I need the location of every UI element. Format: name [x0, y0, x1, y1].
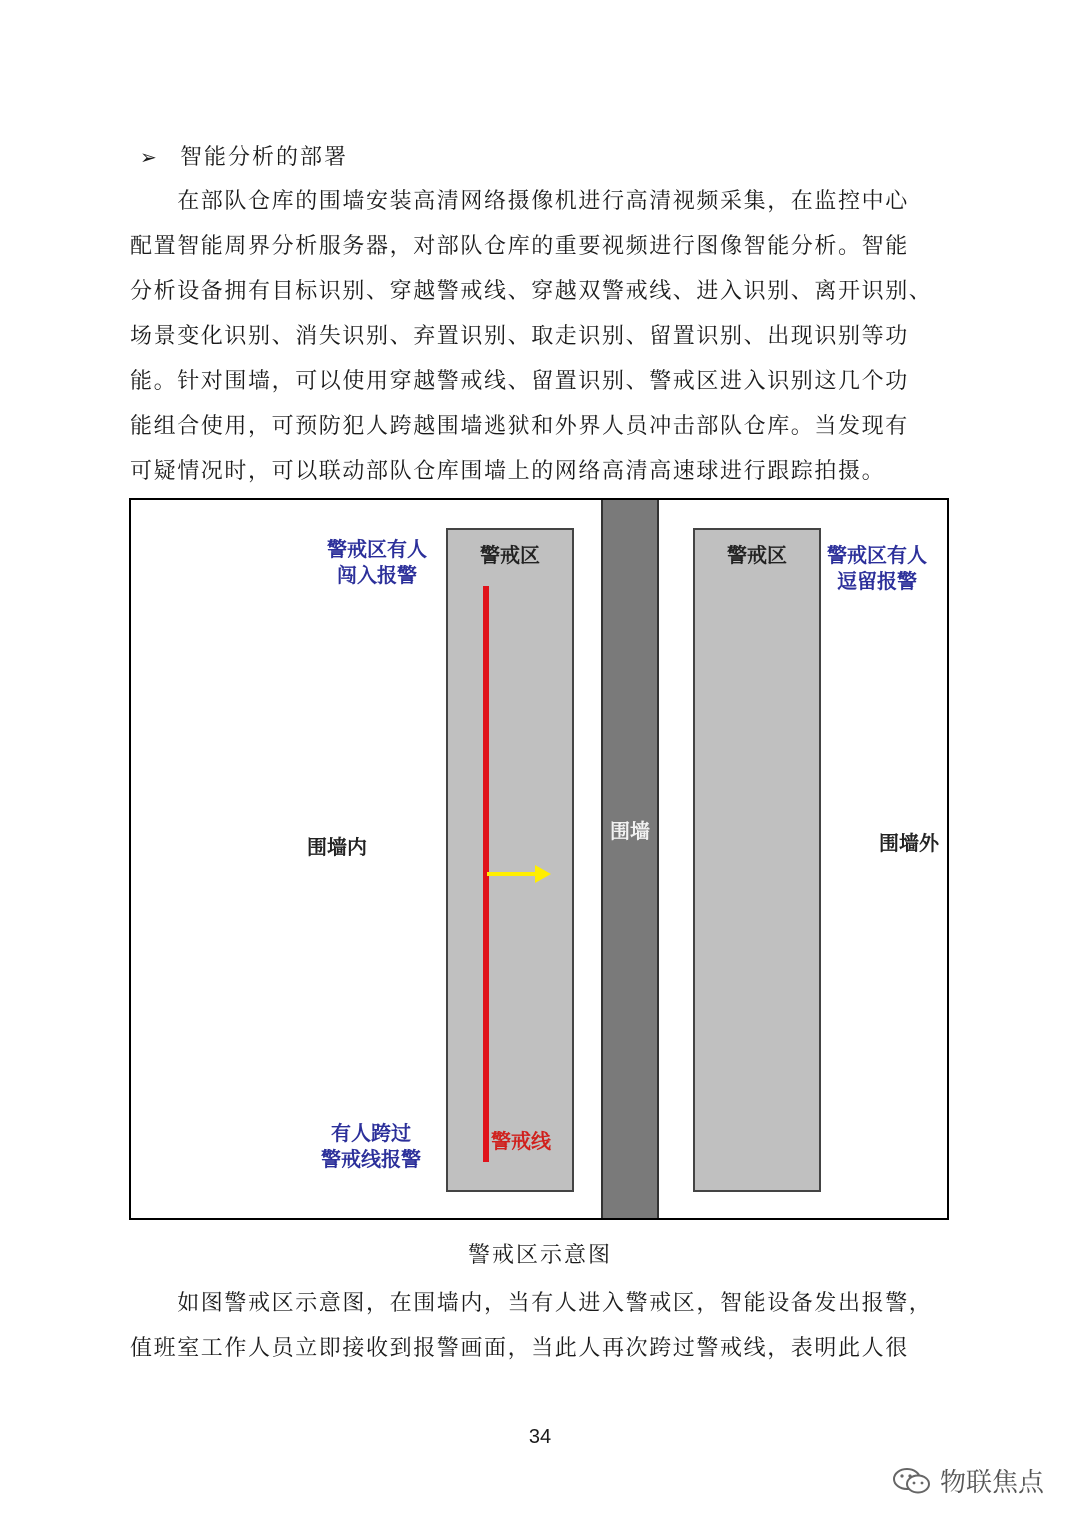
watermark-text: 物联焦点 [939, 1468, 1044, 1498]
watermark [892, 1462, 1044, 1499]
inside-wall-label: 围墙内 [307, 835, 367, 859]
arrow-bullet-icon: ➢ [140, 145, 159, 169]
label-line: 闯入报警 [337, 563, 417, 587]
wall [601, 500, 659, 1218]
paragraph-1 [130, 179, 950, 494]
alert-zone-label: 警戒区 [480, 543, 540, 567]
alert-zone-inside [446, 528, 574, 1192]
paragraph-line: 分析设备拥有目标识别、穿越警戒线、穿越双警戒线、进入识别、离开识别、 [130, 279, 933, 304]
wechat-icon [892, 1466, 932, 1496]
label-line: 警戒区有人 [327, 537, 427, 561]
page-number: 34 [528, 1426, 552, 1448]
section-heading [140, 140, 348, 171]
paragraph-line: 能。针对围墙，可以使用穿越警戒线、留置识别、警戒区进入识别这几个功 [130, 369, 909, 394]
paragraph-line: 配置智能周界分析服务器，对部队仓库的重要视频进行图像智能分析。智能 [130, 234, 909, 259]
paragraph-line: 场景变化识别、消失识别、弃置识别、取走识别、留置识别、出现识别等功 [130, 324, 909, 349]
cross-alarm-label [321, 1120, 421, 1172]
crossing-arrowhead-icon [535, 865, 551, 883]
figure-caption: 警戒区示意图 [467, 1243, 612, 1268]
alert-line-label: 警戒线 [491, 1129, 551, 1153]
outside-wall-label: 围墙外 [879, 831, 939, 855]
wall-label: 围墙 [610, 819, 650, 843]
alert-zone-label: 警戒区 [727, 543, 787, 567]
paragraph-line: 能组合使用，可预防犯人跨越围墙逃狱和外界人员冲击部队仓库。当发现有 [130, 414, 909, 439]
crossing-arrow-icon [487, 872, 541, 876]
heading-text: 智能分析的部署 [180, 145, 349, 170]
label-line: 警戒区有人 [827, 543, 927, 567]
label-line: 警戒线报警 [321, 1147, 421, 1171]
paragraph-2 [130, 1281, 950, 1371]
alert-zone-diagram [129, 498, 949, 1220]
loiter-alarm-label [827, 542, 927, 594]
paragraph-line: 可疑情况时，可以联动部队仓库围墙上的网络高清高速球进行跟踪拍摄。 [130, 459, 886, 484]
paragraph-line: 如图警戒区示意图，在围墙内，当有人进入警戒区，智能设备发出报警， [130, 1291, 933, 1316]
paragraph-line: 在部队仓库的围墙安装高清网络摄像机进行高清视频采集，在监控中心 [130, 189, 909, 214]
paragraph-line: 值班室工作人员立即接收到报警画面，当此人再次跨过警戒线，表明此人很 [130, 1336, 909, 1361]
label-line: 逗留报警 [837, 569, 917, 593]
alert-zone-outside [693, 528, 821, 1192]
label-line: 有人跨过 [331, 1121, 411, 1145]
intrusion-alarm-label [327, 536, 427, 588]
